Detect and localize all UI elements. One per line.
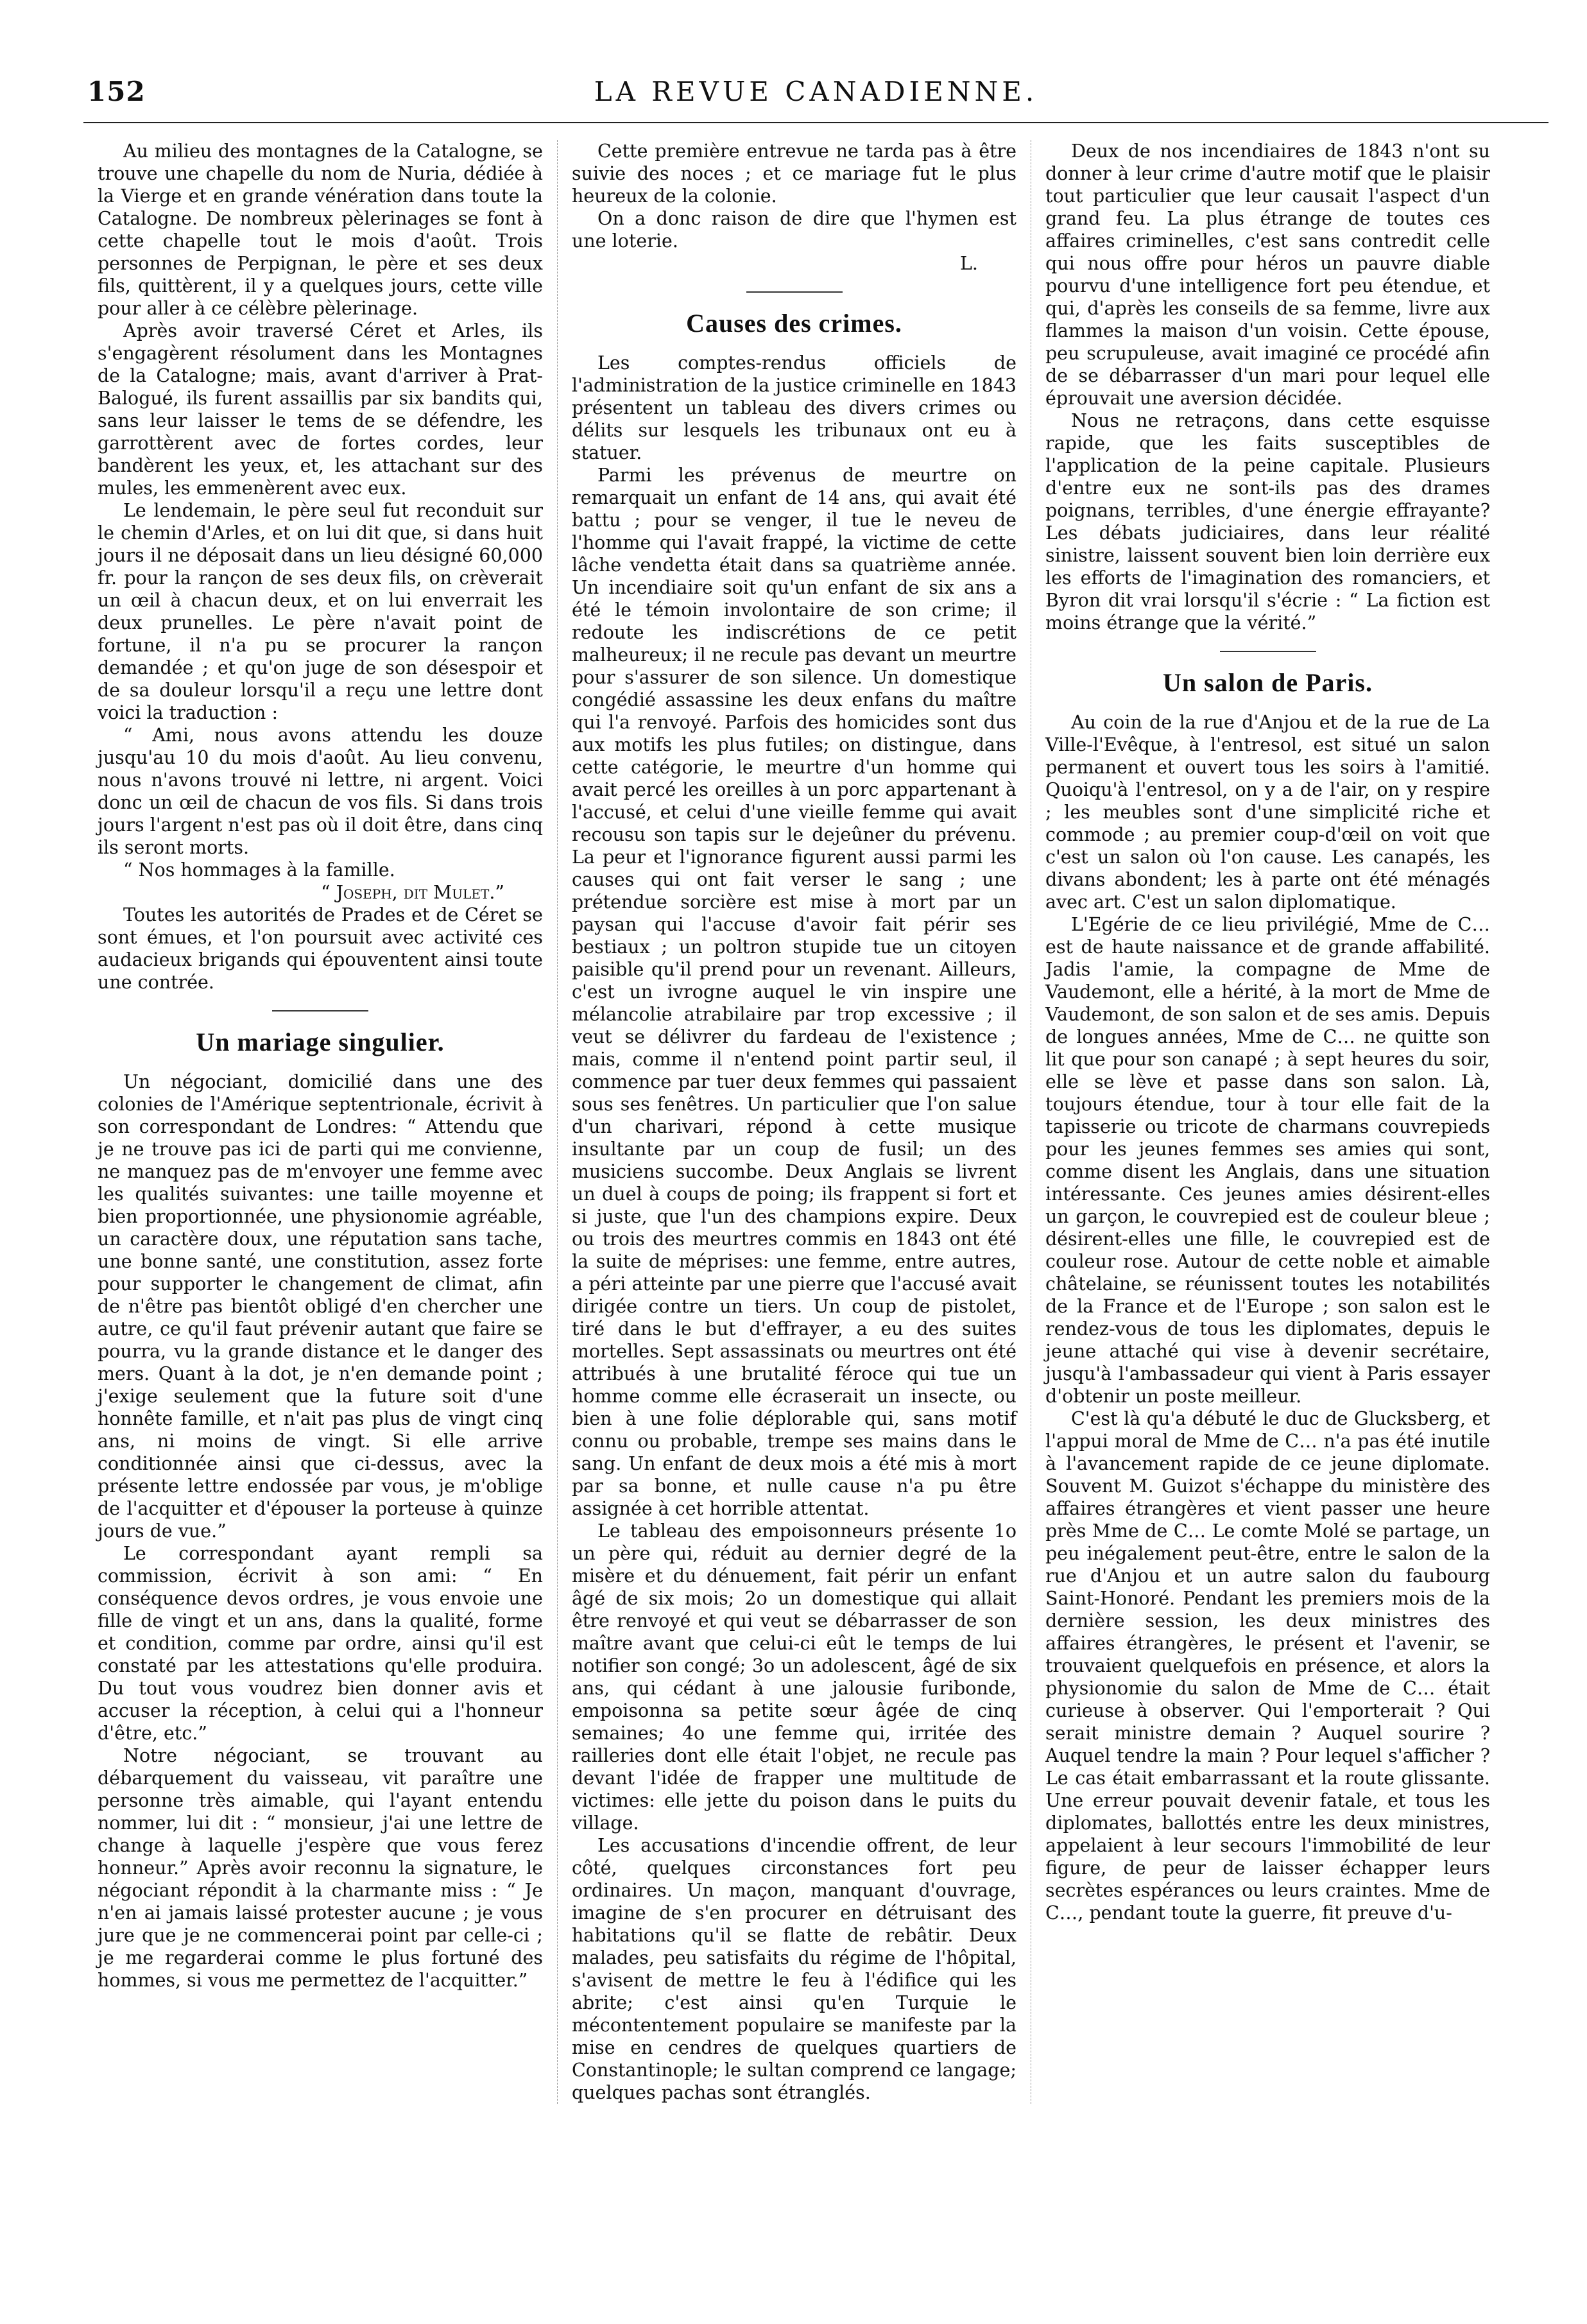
column-2 — [557, 140, 1031, 2104]
article-heading: Un mariage singulier. — [196, 1028, 445, 1056]
page-header — [83, 71, 1548, 123]
paragraph: Un négociant, domicilié dans une des colonies de l'Amérique septentrionale, écrivit à son correspondant de Londres: “ Attendu que je ne trouve pas ici de parti qui me convienne, ne manquez pas de m'envoyer une femme avec les qualités suivantes: une taille moyenne et bien proportionnée, une physionomie agréable, un caractère doux, une réputation sans tache, une bonne santé, une constitution, assez forte pour supporter le changement de climat, afin de n'être pas bientôt obligé d'en chercher une autre, ce qu'il faut prévenir autant que faire se pourra, vu la grande distance et le danger des mers. Quant à la dot, je n'en demande point ; j'exige seulement que la future soit d'une honnête famille, et n'ait pas plus de vingt cinq ans, ni moins de vingt. Si elle arrive conditionnée ainsi que ci-dessus, avec la présente lettre endossée par vous, je m'oblige de l'acquitter et d'épouser la porteuse à quinze jours de vue.” — [98, 1071, 543, 1542]
paragraph: Le correspondant ayant rempli sa commission, écrivit à son ami: “ En conséquence devos ordres, je vous envoie une fille de vingt et un ans, dans la qualité, forme et condition, comme par ordre, ainsi qu'il est constaté par les attestations qu'elle produira. Du tout vous voudrez bien donner avis et accuser la réception, à celui qui a l'honneur d'être, etc.” — [98, 1543, 543, 1744]
paragraph: Le tableau des empoisonneurs présente 1o un père qui, réduit au dernier degré de la misère et du dénuement, fait périr un enfant âgé de six mois; 2o un domestique qui allait être renvoyé et qui veut se débarrasser de son maître avant que celui-ci eût le temps de lui notifier son congé; 3o un adolescent, âgé de six ans, qui cédant à une jalousie furibonde, empoisonna sa petite sœur âgée de cinq semaines; 4o une femme qui, irritée des railleries dont elle était l'objet, ne recule pas devant l'idée de frapper une multitude de victimes: elle jette du poison dans le puits du village. — [572, 1520, 1017, 1834]
section-divider — [272, 1010, 368, 1011]
paragraph: Les comptes-rendus officiels de l'administration de la justice criminelle en 1843 présentent un tableau des divers crimes ou délits sur lesquels les tribunaux ont eu à statuer. — [572, 352, 1017, 463]
article-heading: Un salon de Paris. — [1163, 668, 1373, 697]
paragraph: On a donc raison de dire que l'hymen est une loterie. — [572, 208, 1017, 252]
paragraph: Nous ne retraçons, dans cette esquisse rapide, que les faits susceptibles de l'application de la peine capitale. Plusieurs d'entre eux ne sont-ils pas des drames poignans, terribles, d'une énergie effrayante? Les débats judiciaires, dans leur réalité sinistre, laissent souvent bien loin derrière eux les efforts de l'imagination des romanciers, et Byron dit vrai lorsqu'il s'écrie : “ La fiction est moins étrange que la vérité.” — [1045, 410, 1490, 633]
letter-signature: “ Joseph, dit Mulet.” — [321, 882, 504, 903]
paragraph: Les accusations d'incendie offrent, de leur côté, quelques circonstances fort peu ordinaires. Un maçon, manquant d'ouvrage, imagine de s'en procurer en détruisant des habitations qu'il se flatte de rebâtir. Deux malades, peu satisfaits du régime de l'hôpital, s'avisent de mettre le feu à l'édifice qui les abrite; c'est ainsi qu'en Turquie le mécontentement populaire se manifeste par la mise en cendres de quelques quartiers de Constantinople; le sultan comprend ce langage; quelques pachas sont étranglés. — [572, 1835, 1017, 2103]
letter-quote: “ Ami, nous avons attendu les douze jusqu'au 10 du mois d'août. Au lieu convenu, nous n'avons trouvé ni lettre, ni argent. Voici donc un œil de chacun de vos fils. Si dans trois jours l'argent n'est pas où il doit être, dans cinq ils seront morts. — [98, 725, 543, 858]
columns — [83, 140, 1548, 2104]
paragraph: Deux de nos incendiaires de 1843 n'ont su donner à leur crime d'autre motif que le plaisir tout particulier que leur causait l'aspect d'un grand feu. La plus étrange de toutes ces affaires criminelles, c'est sans contredit celle qui nous offre pour héros un pauvre diable pourvu d'une intelligence fort peu étendue, et qui, d'après les conseils de sa femme, livre aux flammes la maison d'un voisin. Cette épouse, peu scrupuleuse, avait imaginé ce procédé afin de se débarrasser d'un mari pour lequel elle éprouvait une aversion décidée. — [1045, 141, 1490, 409]
letter-closing: “ Nos hommages à la famille. — [123, 859, 395, 881]
paragraph: Après avoir traversé Céret et Arles, ils s'engagèrent résolument dans les Montagnes de la Catalogne; mais, avant d'arriver à Prat-Balogué, ils furent assaillis par six bandits qui, sans leur laisser le tems de se défendre, les garrottèrent avec de fortes cordes, leur bandèrent les yeux, et, les attachant sur des mules, les emmenèrent avec eux. — [98, 320, 543, 499]
article-heading: Causes des crimes. — [686, 309, 902, 338]
paragraph: Toutes les autorités de Prades et de Céret se sont émues, et l'on poursuit avec activité ces audacieux brigands qui épouventent ainsi toute une contrée. — [98, 904, 543, 993]
journal-title: LA REVUE CANADIENNE. — [594, 76, 1038, 107]
section-divider — [746, 291, 843, 293]
paragraph: C'est là qu'a débuté le duc de Glucksberg, et l'appui moral de Mme de C… n'a pas été inutile à l'avancement rapide de ce jeune diplomate. Souvent M. Guizot s'échappe du ministère des affaires étrangères et vient passer une heure près Mme de C… Le comte Molé se partage, un peu inégalement peut-être, entre le salon de la rue d'Anjou et un autre salon du faubourg Saint-Honoré. Pendant les premiers mois de la dernière session, les deux ministres des affaires étrangères, le présent et l'avenir, se trouvaient quelquefois en présence, et alors la physionomie du salon de Mme de C… était curieuse à observer. Qui l'emporterait ? Qui serait ministre demain ? Auquel sourire ? Auquel tendre la main ? Pour lequel s'afficher ? Le cas était embarrassant et la route glissante. Une erreur pouvait devenir fatale, et tous les diplomates, ballottés entre les deux ministres, appelaient à leur secours l'immobilité de leur figure, de peur de laisser échapper leurs secrètes espérances ou leurs craintes. Mme de C…, pendant toute la guerre, fit preuve d'u- — [1045, 1408, 1490, 1924]
author-initial: L. — [960, 253, 978, 274]
paragraph: Notre négociant, se trouvant au débarquement du vaisseau, vit paraître une personne très aimable, qui l'ayant entendu nommer, lui dit : “ monsieur, j'ai une lettre de change à laquelle j'espère que vous ferez honneur.” Après avoir reconnu la signature, le négociant répondit à la charmante miss : “ Je n'en ai jamais laissé protester aucune ; je vous jure que je ne commencerai point par celle-ci ; je me regarderai comme le plus fortuné des hommes, si vous me permettez de l'acquitter.” — [98, 1745, 543, 1991]
page-number: 152 — [87, 76, 146, 107]
section-divider — [1220, 651, 1316, 652]
column-1 — [83, 140, 557, 2104]
paragraph: Cette première entrevue ne tarda pas à être suivie des noces ; et ce mariage fut le plus heureux de la colonie. — [572, 141, 1017, 207]
paragraph: Parmi les prévenus de meurtre on remarquait un enfant de 14 ans, qui avait été battu ; pour se venger, il tue le neveu de l'homme qui l'avait frappé, la victime de cette lâche vendetta était dans sa quatrième année. Un incendiaire soit qu'un enfant de six ans a été le témoin involontaire de son crime; il redoute les indiscrétions de ce petit malheureux; il ne recule pas devant un meurtre pour s'assurer de son silence. Un domestique congédié assassine les deux enfans du maître qui l'a renvoyé. Parfois des homicides sont dus aux motifs les plus futiles; on distingue, dans cette catégorie, le meurtre d'un homme qui avait percé les oreilles à un porc appartenant à l'accusé, et celui d'une vieille femme qui avait recousu son tapis sur le dejeûner du prévenu. La peur et l'ignorance figurent aussi parmi les causes qui ont fait verser le sang ; une prétendue sorcière est mise à mort par un paysan qui l'accuse d'avoir fait périr ses bestiaux ; un poltron stupide tue un citoyen paisible qu'il prend pour un revenant. Ailleurs, c'est un ivrogne auquel le vin inspire une mélancolie atrabilaire par trop excessive ; il veut se délivrer du fardeau de l'existence ; mais, comme il n'entend point partir seul, il commence par tuer deux femmes qui passaient sous ses fenêtres. Un particulier que l'on salue d'un charivari, répond à cette musique insultante par un coup de fusil; un des musiciens succombe. Deux Anglais se livrent un duel à coups de poing; ils frappent si fort et si juste, que l'un des champions expire. Deux ou trois des meurtres commis en 1843 ont été la suite de méprises: une femme, entre autres, a péri atteinte par une pierre que l'accusé avait dirigée contre un tiers. Un coup de pistolet, tiré dans le but d'effrayer, a eu des suites mortelles. Sept assassinats ou meurtres ont été attribués à une brutalité féroce qui tue un homme comme elle écraserait un insecte, ou bien à une folie déplorable qui, sans motif connu ou probable, trempe ses mains dans le sang. Un enfant de deux mois a été mis à mort par sa bonne, et nulle cause n'a pu être assignée à cet horrible attentat. — [572, 465, 1017, 1519]
paragraph: Au coin de la rue d'Anjou et de la rue de La Ville-l'Evêque, à l'entresol, est situé un salon permanent et ouvert tous les soirs à l'amitié. Quoiqu'à l'entresol, on y a de l'air, on y respire ; les meubles sont d'une simplicité riche et commode ; au premier coup-d'œil on voit que c'est un salon où l'on cause. Les canapés, les divans abondent; les à parte ont été ménagés avec art. C'est un salon diplomatique. — [1045, 712, 1490, 913]
paragraph: Le lendemain, le père seul fut reconduit sur le chemin d'Arles, et on lui dit que, si dans huit jours il ne déposait dans un lieu désigné 60,000 fr. pour la rançon de ses deux fils, on crèverait un œil à chacun deux, et on lui enverrait les deux prunelles. Le père n'avait point de fortune, il n'a pu se procurer la rançon demandée ; et qu'on juge de son désespoir et de sa douleur lorsqu'il a reçu une lettre dont voici la traduction : — [98, 500, 543, 723]
column-3 — [1031, 140, 1504, 2104]
paragraph: Au milieu des montagnes de la Catalogne, se trouve une chapelle du nom de Nuria, dédiée à la Vierge et en grande vénération dans toute la Catalogne. De nombreux pèlerinages se font à cette chapelle tout le mois d'août. Trois personnes de Perpignan, le père et ses deux fils, quittèrent, il y a quelques jours, cette ville pour aller à ce célèbre pèlerinage. — [98, 141, 543, 319]
paragraph: L'Egérie de ce lieu privilégié, Mme de C… est de haute naissance et de grande affabilité. Jadis l'amie, la compagne de Mme de Vaudemont, elle a hérité, à la mort de Mme de Vaudemont, de son salon et de ses amis. Depuis de longues années, Mme de C… ne quitte son lit que pour son canapé ; à sept heures du soir, elle se lève et passe dans son salon. Là, toujours étendue, tour à tour elle fait de la tapisserie ou tricote de charmans couvrepieds pour les jeunes femmes ses amies qui sont, comme disent les Anglais, dans une situation intéressante. Ces jeunes amies désirent-elles un garçon, le couvrepied est de couleur bleue ; désirent-elles une fille, le couvrepied est de couleur rose. Autour de cette noble et aimable châtelaine, se réunissent toutes les notabilités de la France et de l'Europe ; son salon est le rendez-vous de tous les diplomates, depuis le jeune attaché qui vise à devenir secrétaire, jusqu'à l'ambassadeur qui vient à Paris essayer d'obtenir un poste meilleur. — [1045, 914, 1490, 1407]
